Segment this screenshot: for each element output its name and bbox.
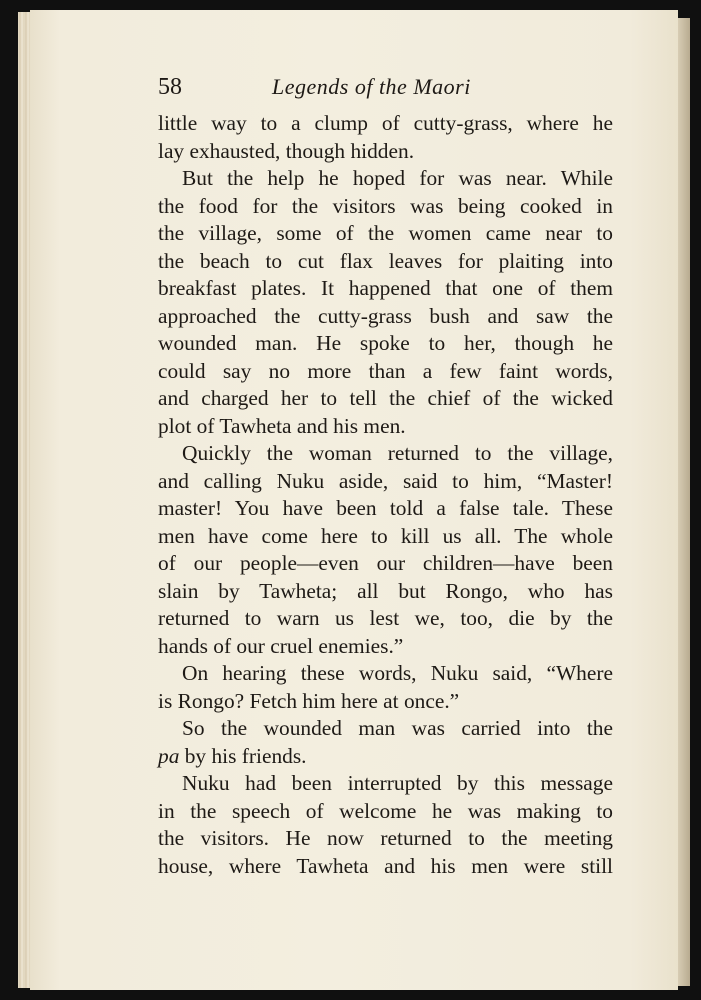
text-line: plot of Tawheta and his men. <box>158 413 406 438</box>
text-line-with-italic <box>158 743 613 771</box>
text-line: approached the cutty-grass bush and saw the <box>158 303 613 328</box>
page-number: 58 <box>158 74 182 100</box>
text-line: On hearing these words, Nuku said, “Where <box>182 661 613 685</box>
text-line: hands of our cruel enemies.” <box>158 633 404 658</box>
text-line: Nuku had been interrupted by this message <box>182 771 613 795</box>
text-line: So the wounded man was carried into the <box>182 716 613 740</box>
text-line: returned to warn us lest we, too, die by the <box>158 606 613 630</box>
text-line: could say no more than a few faint words, <box>158 358 613 383</box>
right-page-edge <box>678 18 690 986</box>
text-line: and charged her to tell the chief of the wicked <box>158 386 613 410</box>
text-line: wounded man. He spoke to her, though he <box>158 331 613 355</box>
text-line: the village, some of the women came near to <box>158 221 613 245</box>
text-line: is Rongo? Fetch him here at once.” <box>158 688 460 713</box>
text-line: little way to a clump of cutty-grass, where he <box>158 111 613 135</box>
text-line-rest: by his friends. <box>179 743 307 768</box>
italic-word: pa <box>158 743 180 768</box>
text-line: lay exhausted, though hidden. <box>158 138 415 163</box>
text-line: But the help he hoped for was near. While <box>182 166 613 190</box>
text-line: of our people—even our children—have been <box>158 551 613 575</box>
body-text <box>158 110 613 880</box>
text-line: house, where Tawheta and his men were still <box>158 853 613 878</box>
text-line: breakfast plates. It happened that one of them <box>158 276 613 300</box>
text-line: the beach to cut flax leaves for plaiting into <box>158 248 613 273</box>
text-line: and calling Nuku aside, said to him, “Master! <box>158 468 613 493</box>
text-line: Quickly the woman returned to the village, <box>182 441 613 465</box>
text-line: master! You have been told a false tale. These <box>158 496 613 520</box>
page-header <box>158 74 613 108</box>
text-line: slain by Tawheta; all but Rongo, who has <box>158 578 613 603</box>
text-line: in the speech of welcome he was making to <box>158 798 613 823</box>
text-line: the food for the visitors was being cooked in <box>158 193 613 218</box>
text-line: the visitors. He now returned to the meeting <box>158 826 613 850</box>
running-title: Legends of the Maori <box>272 74 471 99</box>
text-line: men have come here to kill us all. The whole <box>158 523 613 548</box>
